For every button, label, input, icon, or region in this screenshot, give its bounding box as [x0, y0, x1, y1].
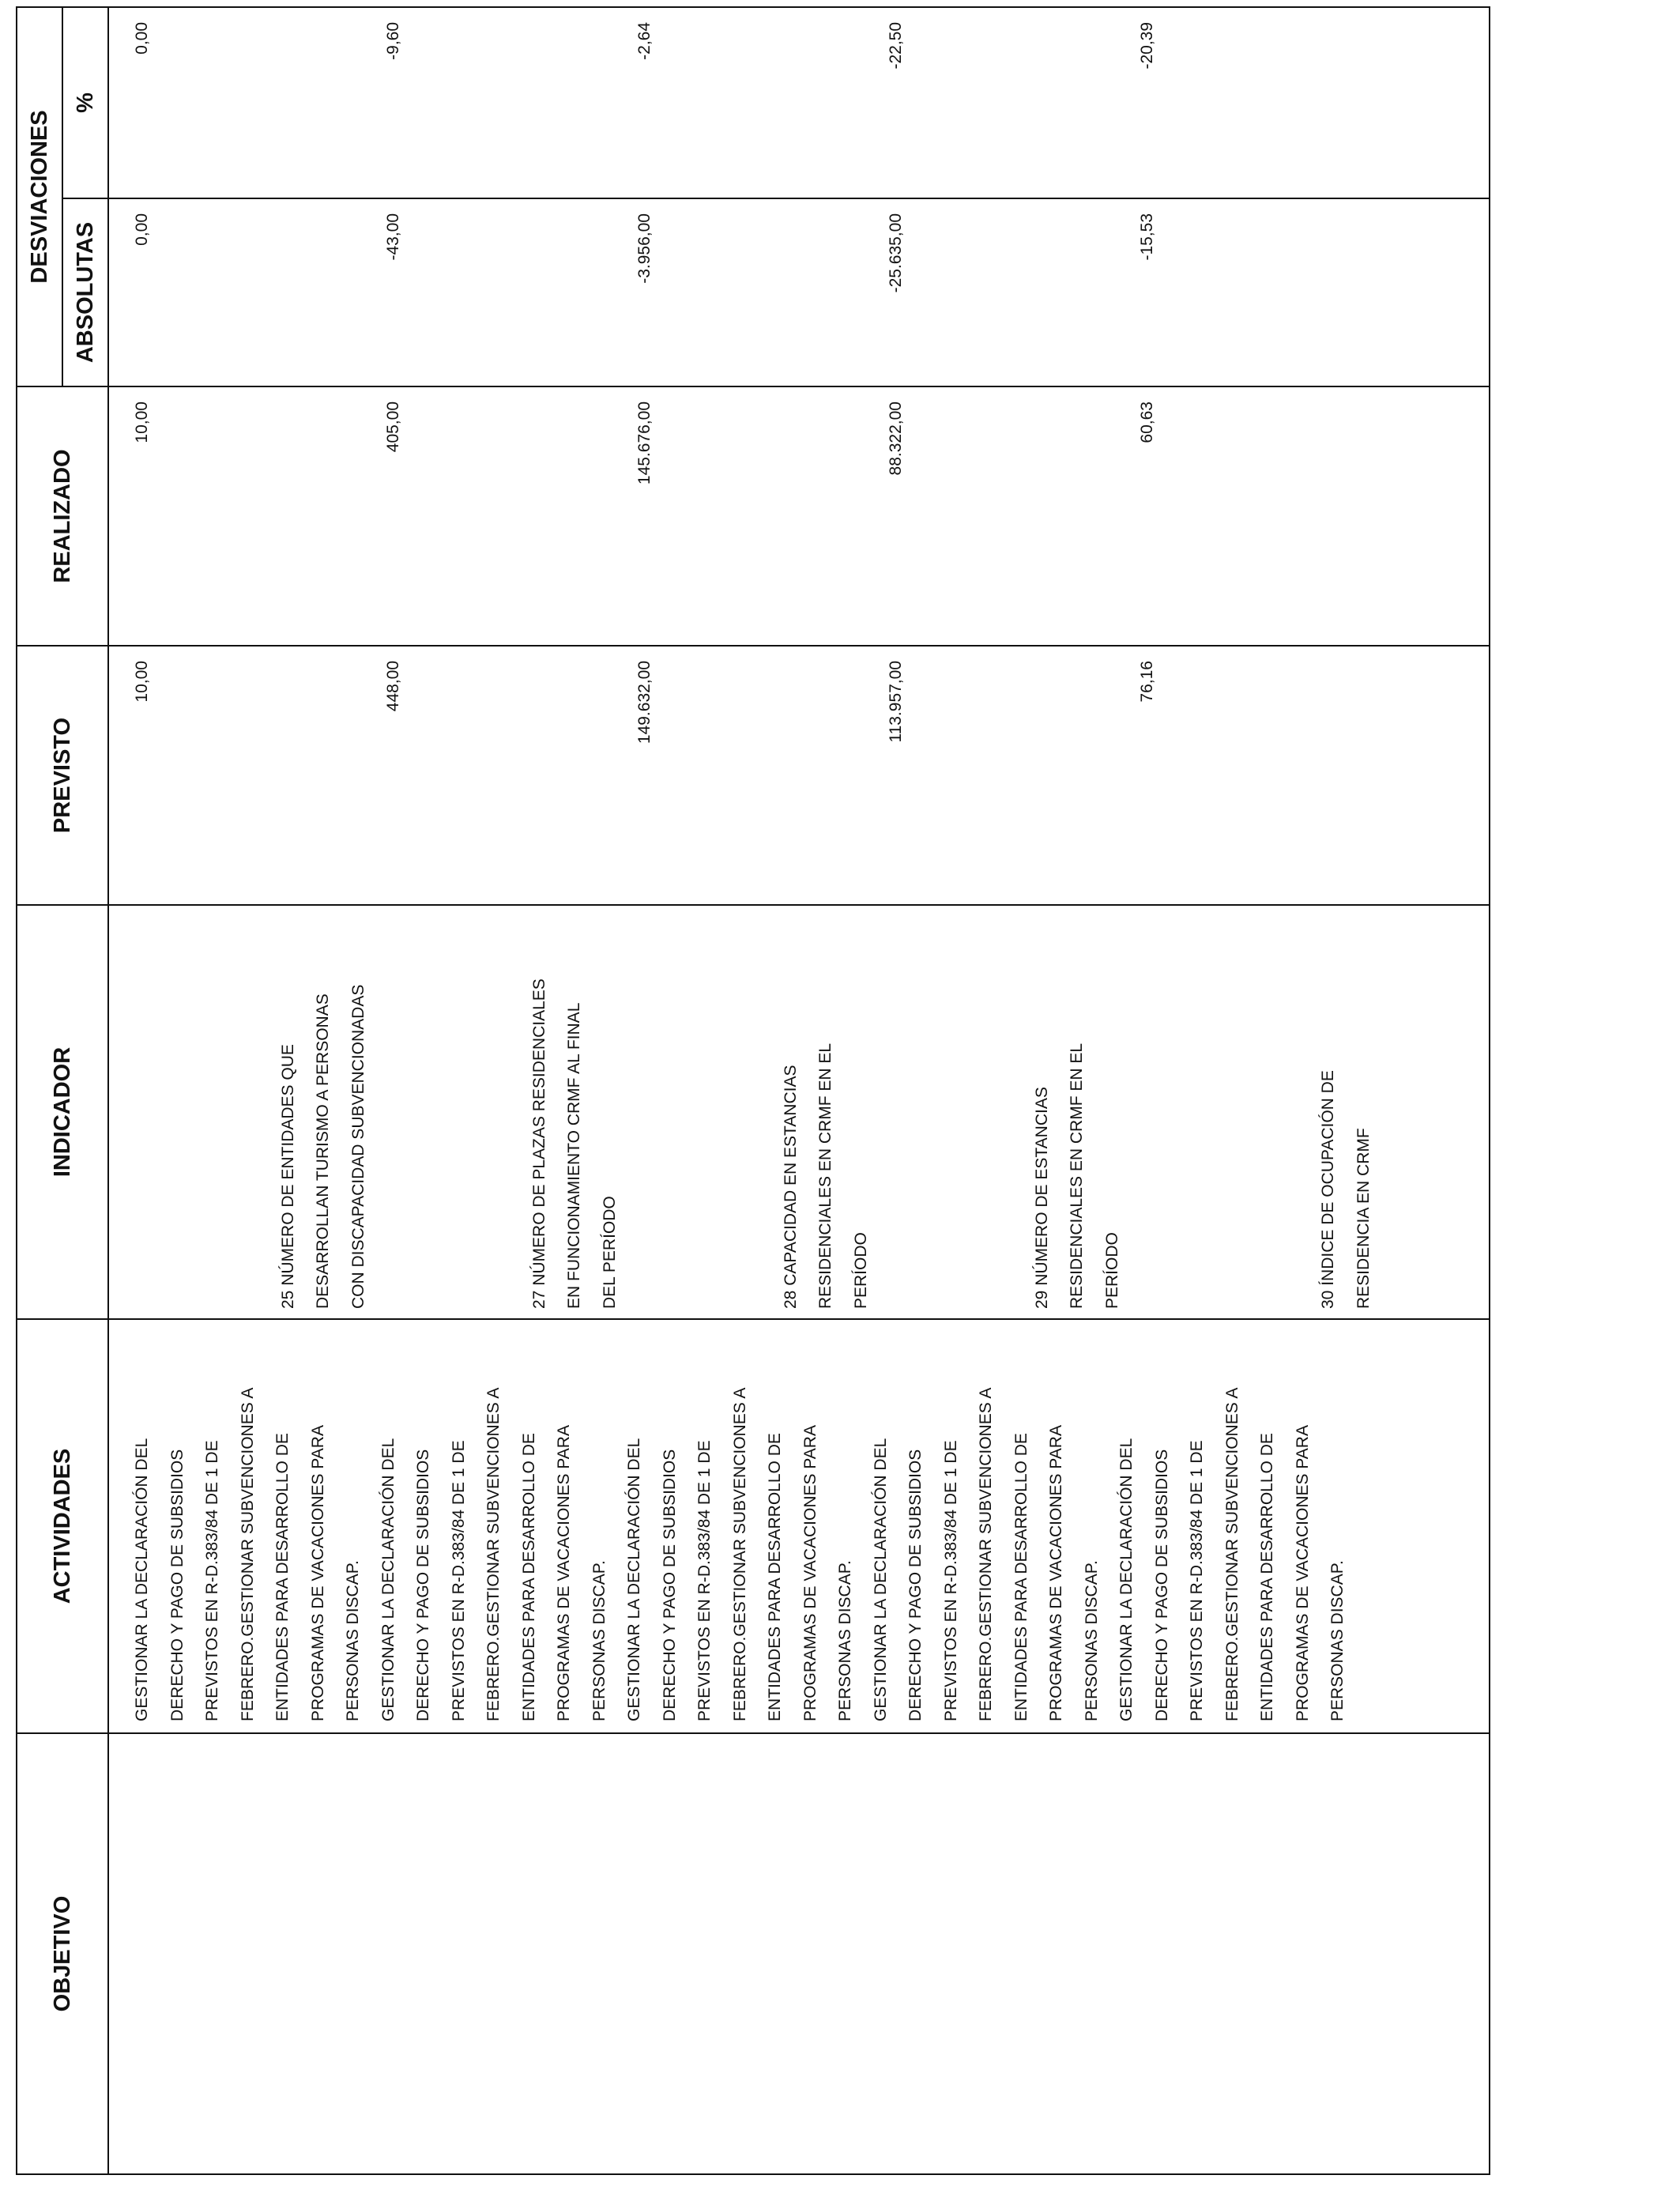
header-realizado: REALIZADO: [17, 386, 108, 646]
actividad-line: PERSONAS DISCAP.: [1328, 1560, 1347, 1721]
indicador-line: RESIDENCIALES EN CRMF EN EL: [816, 1042, 834, 1309]
indicador-line: 29 NÚMERO DE ESTANCIAS: [1032, 1087, 1051, 1309]
indicador-line: 28 CAPACIDAD EN ESTANCIAS: [781, 1065, 800, 1309]
actividad-line: PROGRAMAS DE VACACIONES PARA: [555, 1425, 573, 1721]
actividad-line: GESTIONAR LA DECLARACIÓN DEL: [871, 1438, 890, 1721]
previsto-cell: [108, 646, 1490, 905]
actividad-line: ENTIDADES PARA DESARROLLO DE: [1258, 1433, 1276, 1721]
absolutas-cell: [108, 198, 1490, 386]
actividad-line: GESTIONAR LA DECLARACIÓN DEL: [1117, 1438, 1136, 1721]
actividad-line: PROGRAMAS DE VACACIONES PARA: [1047, 1425, 1065, 1721]
indicador-line: RESIDENCIA EN CRMF: [1354, 1128, 1373, 1309]
actividad-line: PERSONAS DISCAP.: [344, 1560, 362, 1721]
porcentaje-value: 0,00: [133, 21, 151, 55]
actividad-line: GESTIONAR LA DECLARACIÓN DEL: [625, 1438, 643, 1721]
actividades-cell: [108, 1319, 1490, 1733]
previsto-value: 113.957,00: [887, 661, 905, 743]
indicador-line: PERÍODO: [851, 1232, 870, 1309]
absolutas-value: -3.956,00: [635, 213, 654, 284]
indicador-line: CON DISCAPACIDAD SUBVENCIONADAS: [348, 984, 367, 1309]
objetivo-cell: [108, 1733, 1490, 2174]
actividad-line: FEBRERO.GESTIONAR SUBVENCIONES A: [730, 1387, 749, 1721]
absolutas-value: -43,00: [384, 213, 402, 261]
indicador-line: 30 ÍNDICE DE OCUPACIÓN DE: [1319, 1070, 1337, 1309]
porcentaje-value: -2,64: [635, 21, 654, 60]
actividad-line: DERECHO Y PAGO DE SUBSIDIOS: [660, 1449, 679, 1721]
indicador-block: [125, 917, 376, 1309]
actividad-line: DERECHO Y PAGO DE SUBSIDIOS: [414, 1449, 432, 1721]
absolutas-value: -25.635,00: [887, 213, 905, 293]
indicador-block: [627, 917, 879, 1309]
actividad-line: PROGRAMAS DE VACACIONES PARA: [800, 1425, 819, 1721]
realizado-value: 60,63: [1138, 401, 1156, 443]
actividad-line: ENTIDADES PARA DESARROLLO DE: [273, 1433, 292, 1721]
actividad-line: FEBRERO.GESTIONAR SUBVENCIONES A: [238, 1387, 257, 1721]
indicador-line: EN FUNCIONAMIENTO CRMF AL FINAL: [565, 1002, 583, 1309]
actividad-line: GESTIONAR LA DECLARACIÓN DEL: [379, 1438, 397, 1721]
header-desviaciones: DESVIACIONES: [17, 7, 62, 386]
realizado-cell: [108, 386, 1490, 646]
indicador-line: PERÍODO: [1102, 1232, 1121, 1309]
indicador-line: DESARROLLAN TURISMO A PERSONAS: [314, 993, 332, 1309]
indicador-line: 27 NÚMERO DE PLAZAS RESIDENCIALES: [529, 978, 548, 1309]
indicador-block: [879, 917, 1130, 1309]
indicador-cell: [108, 905, 1490, 1319]
actividad-line: DERECHO Y PAGO DE SUBSIDIOS: [906, 1449, 925, 1721]
realizado-value: 10,00: [133, 401, 151, 443]
actividad-line: PREVISTOS EN R-D.383/84 DE 1 DE: [695, 1440, 714, 1721]
absolutas-value: -15,53: [1138, 213, 1156, 261]
actividad-line: PROGRAMAS DE VACACIONES PARA: [1293, 1425, 1312, 1721]
actividad-line: ENTIDADES PARA DESARROLLO DE: [766, 1433, 784, 1721]
header-previsto: PREVISTO: [17, 646, 108, 905]
previsto-value: 149.632,00: [635, 661, 654, 745]
header-porcentaje: %: [62, 7, 108, 198]
absolutas-value: 0,00: [133, 213, 151, 246]
actividad-line: PREVISTOS EN R-D.383/84 DE 1 DE: [941, 1440, 960, 1721]
porcentaje-value: -22,50: [887, 21, 905, 70]
actividad-line: PROGRAMAS DE VACACIONES PARA: [308, 1425, 327, 1721]
actividad-line: PREVISTOS EN R-D.383/84 DE 1 DE: [203, 1440, 221, 1721]
indicador-line: RESIDENCIALES EN CRMF EN EL: [1068, 1042, 1086, 1309]
realizado-value: 405,00: [384, 401, 402, 453]
actividad-line: FEBRERO.GESTIONAR SUBVENCIONES A: [977, 1387, 995, 1721]
indicador-line: 25 NÚMERO DE ENTIDADES QUE: [278, 1044, 297, 1309]
actividad-line: DERECHO Y PAGO DE SUBSIDIOS: [1152, 1449, 1171, 1721]
indicador-line: DEL PERÍODO: [600, 1196, 619, 1309]
previsto-value: 448,00: [384, 661, 402, 712]
porcentaje-cell: [108, 7, 1490, 198]
header-absolutas: ABSOLUTAS: [62, 198, 108, 386]
actividad-line: PREVISTOS EN R-D.383/84 DE 1 DE: [449, 1440, 468, 1721]
actividad-line: ENTIDADES PARA DESARROLLO DE: [1011, 1433, 1030, 1721]
actividad-line: PREVISTOS EN R-D.383/84 DE 1 DE: [1188, 1440, 1206, 1721]
previsto-value: 10,00: [133, 661, 151, 703]
actividad-line: FEBRERO.GESTIONAR SUBVENCIONES A: [1222, 1387, 1241, 1721]
previsto-value: 76,16: [1138, 661, 1156, 703]
porcentaje-value: -20,39: [1138, 21, 1156, 70]
indicador-block: [376, 917, 627, 1309]
actividad-line: PERSONAS DISCAP.: [836, 1560, 854, 1721]
actividad-line: FEBRERO.GESTIONAR SUBVENCIONES A: [484, 1387, 503, 1721]
realizado-value: 88.322,00: [887, 401, 905, 476]
indicador-block: [1130, 917, 1381, 1309]
indicators-table: [16, 6, 1490, 2175]
header-objetivo: OBJETIVO: [17, 1733, 108, 2174]
header-indicador: INDICADOR: [17, 905, 108, 1319]
porcentaje-value: -9,60: [384, 21, 402, 60]
realizado-value: 145.676,00: [635, 401, 654, 485]
actividad-line: DERECHO Y PAGO DE SUBSIDIOS: [168, 1449, 186, 1721]
actividad-line: GESTIONAR LA DECLARACIÓN DEL: [133, 1438, 151, 1721]
actividad-line: PERSONAS DISCAP.: [1082, 1560, 1101, 1721]
header-actividades: ACTIVIDADES: [17, 1319, 108, 1733]
actividad-line: ENTIDADES PARA DESARROLLO DE: [519, 1433, 538, 1721]
actividad-line: PERSONAS DISCAP.: [590, 1560, 608, 1721]
